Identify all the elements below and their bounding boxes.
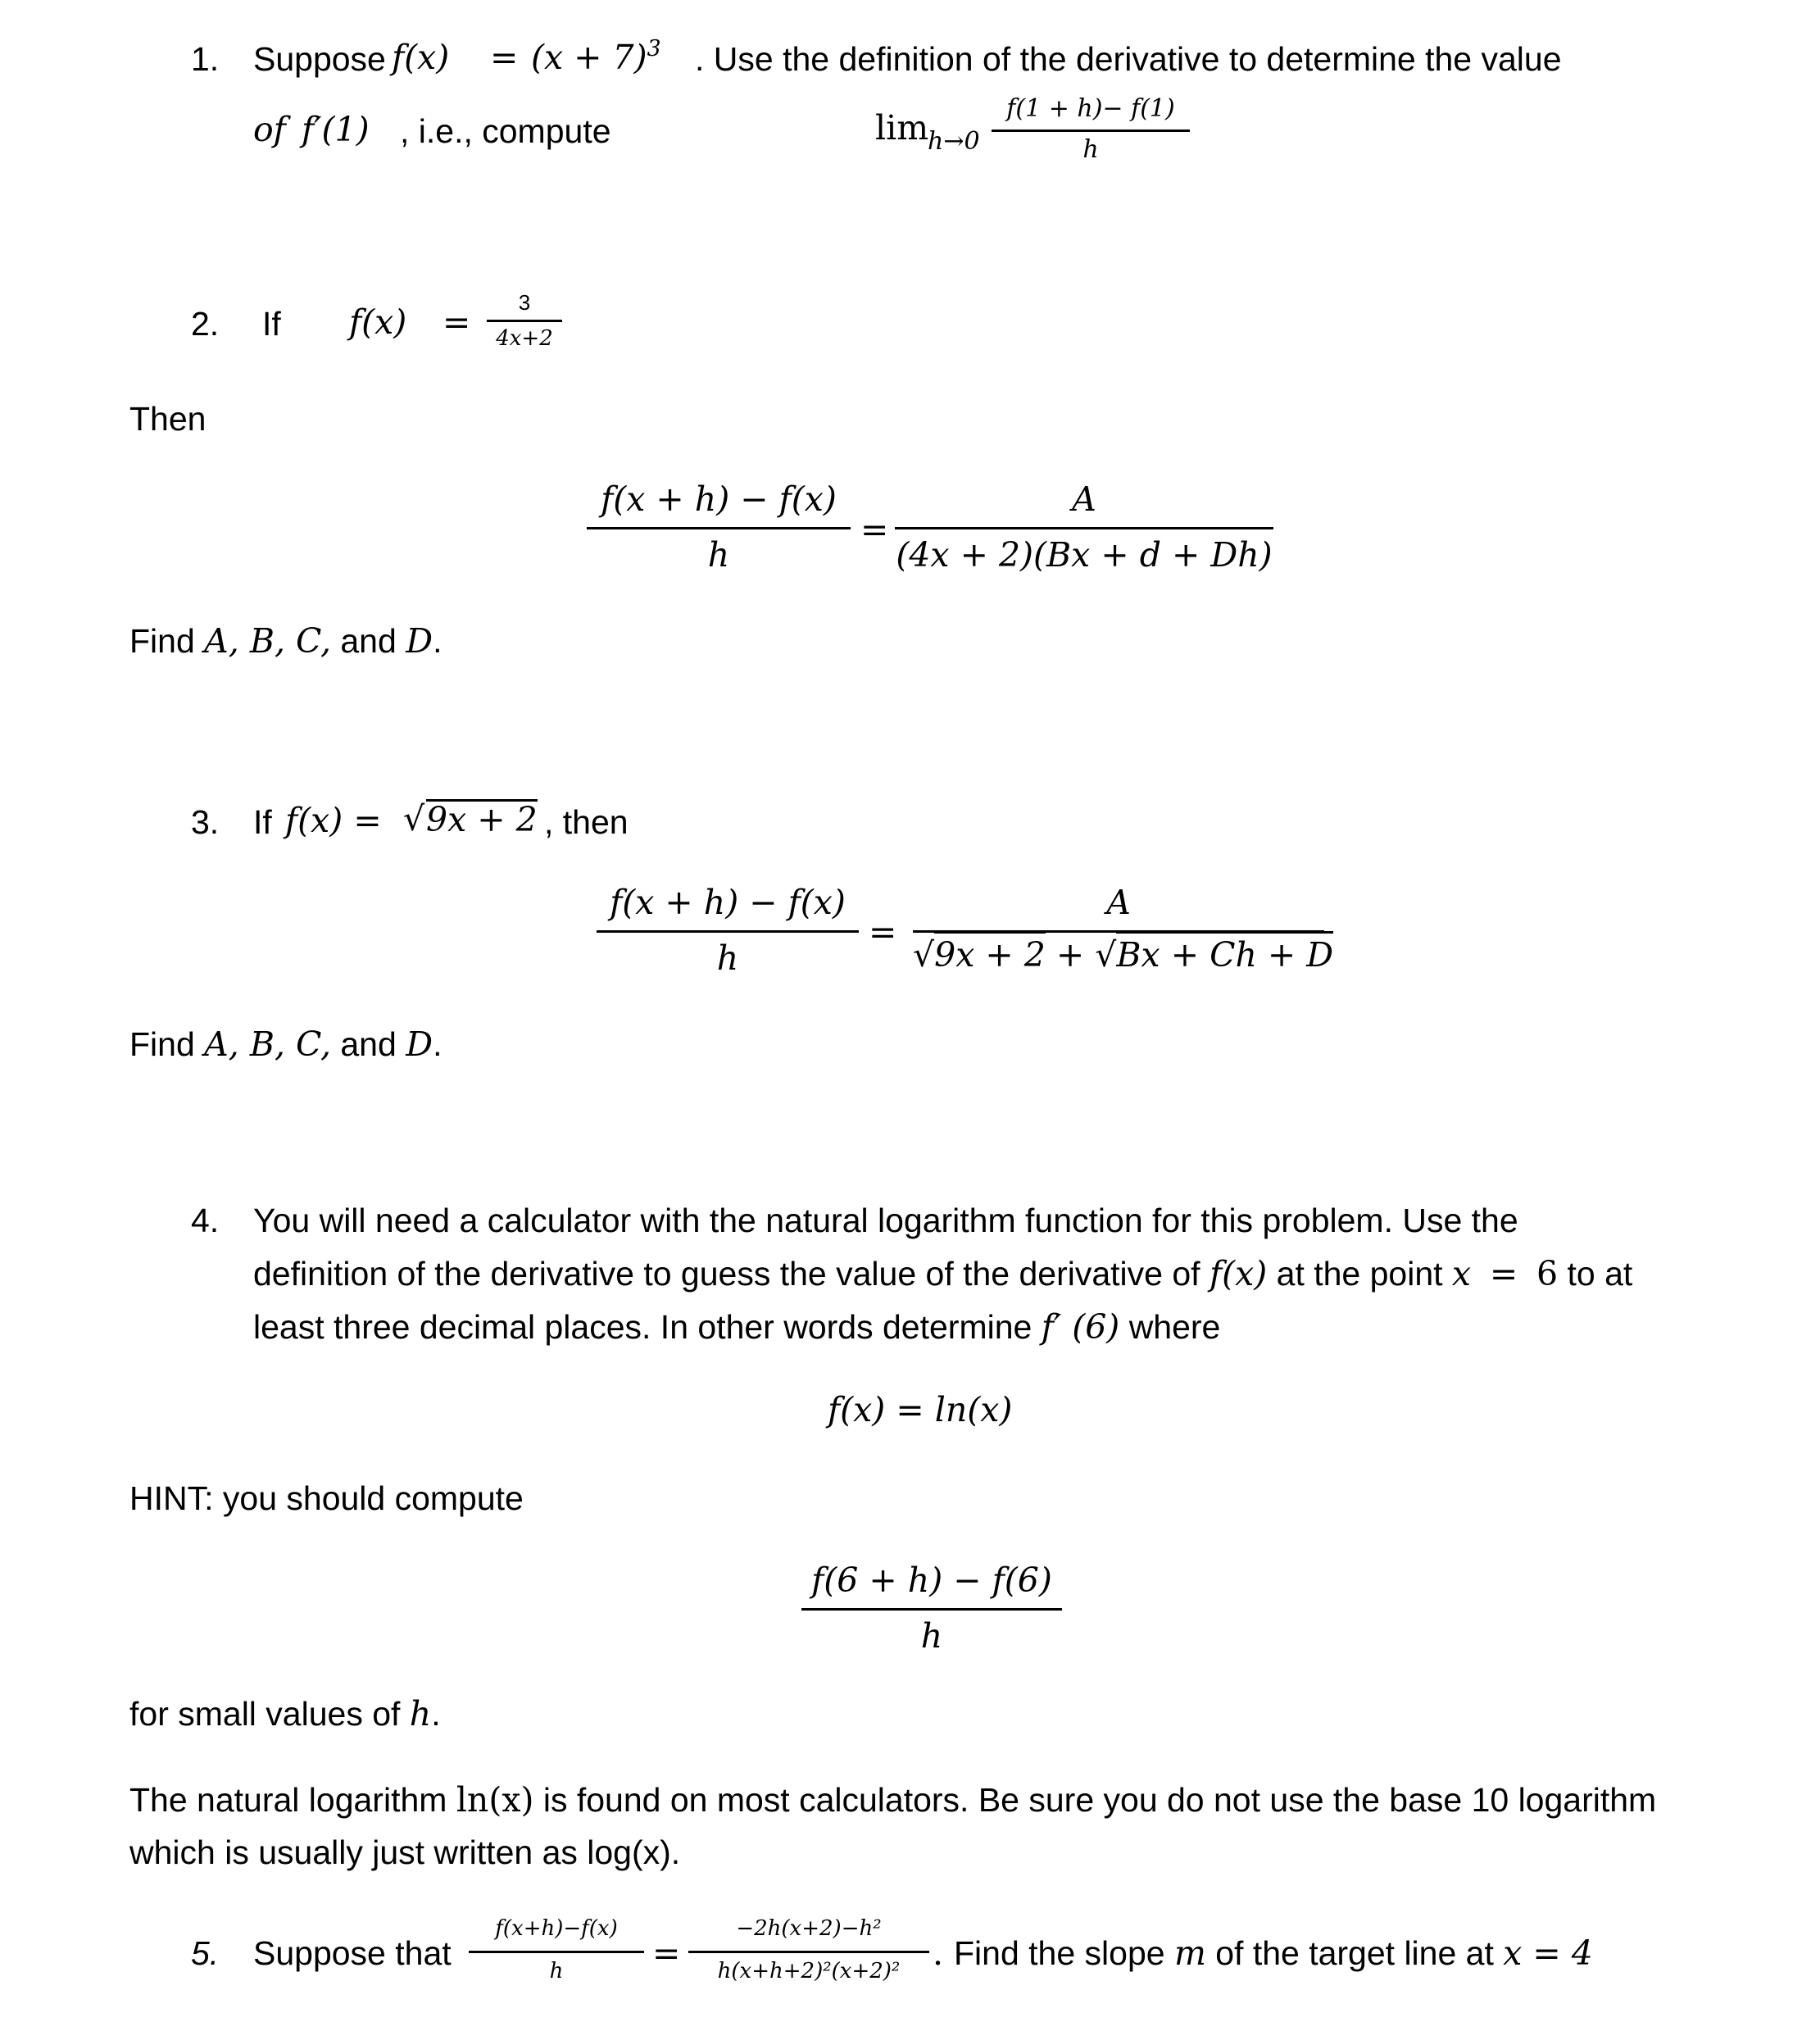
sqrt-icon: √ bbox=[403, 799, 425, 838]
problem-text: least three decimal places. In other words determine f′ (6) where bbox=[253, 1307, 1221, 1347]
numerator: f(1 + h)− f(1) bbox=[1006, 94, 1175, 123]
problem-number: 4. bbox=[191, 1202, 220, 1239]
math-fraction-rhs bbox=[895, 479, 1273, 578]
numerator: 3 bbox=[518, 290, 531, 315]
denominator: 4x+2 bbox=[496, 326, 553, 351]
problem-number: 3. bbox=[191, 803, 220, 841]
math-fraction-lhs bbox=[587, 479, 851, 578]
math-equals: = bbox=[490, 38, 519, 77]
problem-text: definition of the derivative to guess the value of the derivative of f(x) at the point x = 6 to at bbox=[253, 1254, 1633, 1293]
denominator: h bbox=[549, 1959, 564, 1983]
numerator: −2h(x+2)−h² bbox=[736, 1916, 882, 1941]
find-line: Find A, B, C, and D. bbox=[129, 621, 443, 661]
problem-text: which is usually just written as log(x). bbox=[129, 1833, 681, 1871]
denominator: h bbox=[707, 535, 730, 575]
math-fraction-rhs bbox=[688, 1915, 929, 1992]
hint-text: HINT: you should compute bbox=[129, 1479, 524, 1517]
problem-number: 2. bbox=[191, 305, 220, 343]
numerator: f(x + h) − f(x) bbox=[610, 883, 846, 922]
fraction-bar bbox=[487, 320, 562, 322]
fraction-bar bbox=[801, 1608, 1062, 1611]
denominator: h(x+h+2)²(x+2)² bbox=[717, 1959, 901, 1983]
math-fraction-lhs bbox=[469, 1915, 644, 1992]
problem-text: . Use the definition of the derivative to determine the value bbox=[695, 40, 1562, 78]
problem-text: The natural logarithm ln(x) is found on most calculators. Be sure you do not use the base 10 logarithm bbox=[129, 1780, 1657, 1820]
denominator: h bbox=[716, 938, 739, 978]
problem-text: Then bbox=[129, 400, 207, 438]
fraction-bar bbox=[688, 1951, 929, 1953]
denominator: √9x + 2 + √Bx + Ch + D bbox=[913, 938, 1324, 972]
fraction-bar bbox=[992, 129, 1190, 132]
problem-lead: Suppose bbox=[253, 40, 386, 78]
math-fx: f(x) bbox=[349, 302, 407, 342]
fraction-bar bbox=[587, 527, 851, 529]
numerator: A bbox=[1106, 883, 1131, 922]
math-rhs: $(x + 7)^3$ bbox=[531, 36, 661, 77]
math-fraction bbox=[801, 1561, 1062, 1659]
denominator: h bbox=[920, 1616, 943, 1656]
problem-text: You will need a calculator with the natural logarithm function for this problem. Use the bbox=[253, 1202, 1518, 1239]
math-lim-sub: h→0 bbox=[928, 127, 980, 156]
math-equals: = bbox=[652, 1933, 681, 1973]
problem-text: for small values of h. bbox=[129, 1694, 441, 1733]
problem-text: If bbox=[262, 305, 281, 343]
math-dot: . bbox=[933, 1933, 944, 1973]
numerator: f(6 + h) − f(6) bbox=[811, 1561, 1052, 1600]
math-fraction bbox=[992, 93, 1190, 167]
fraction-bar bbox=[469, 1951, 644, 1953]
math-fraction-rhs bbox=[913, 883, 1334, 985]
math-equals: = bbox=[443, 302, 471, 342]
math-equals: = bbox=[869, 912, 897, 952]
numerator: f(x+h)−f(x) bbox=[495, 1916, 618, 1941]
numerator: A bbox=[1072, 479, 1096, 519]
math-center-equation: f(x) = ln(x) bbox=[828, 1390, 1013, 1429]
denominator: h bbox=[1082, 135, 1099, 164]
math-lim: lim bbox=[875, 108, 929, 148]
problem-number: 1. bbox=[191, 40, 220, 78]
math-fx: f(x) = bbox=[285, 801, 382, 840]
problem-text: If bbox=[253, 803, 272, 841]
problem-text: , i.e., compute bbox=[400, 112, 611, 150]
math-fx: f(x) bbox=[392, 38, 450, 77]
math-fprime: f′(1) bbox=[302, 110, 370, 149]
denominator: (4x + 2)(Bx + d + Dh) bbox=[896, 535, 1273, 575]
numerator: f(x + h) − f(x) bbox=[601, 479, 837, 519]
math-sqrt-arg: 9x + 2 bbox=[426, 800, 538, 839]
fraction-bar bbox=[597, 930, 859, 933]
problem-number: 5. bbox=[191, 1934, 220, 1972]
sqrt-icon: √ bbox=[1095, 935, 1117, 975]
problem-lead: Suppose that bbox=[253, 1934, 452, 1972]
math-fraction bbox=[487, 290, 562, 356]
problem-text: Find the slope m of the target line at x = 4 bbox=[954, 1933, 1593, 1973]
math-fraction-lhs bbox=[597, 883, 859, 981]
problem-text: , then bbox=[544, 803, 629, 841]
find-line: Find A, B, C, and D. bbox=[129, 1025, 443, 1064]
math-of: of bbox=[253, 110, 286, 149]
fraction-bar bbox=[895, 527, 1273, 529]
sqrt-icon: √ bbox=[913, 935, 935, 975]
math-equals: = bbox=[860, 510, 889, 549]
